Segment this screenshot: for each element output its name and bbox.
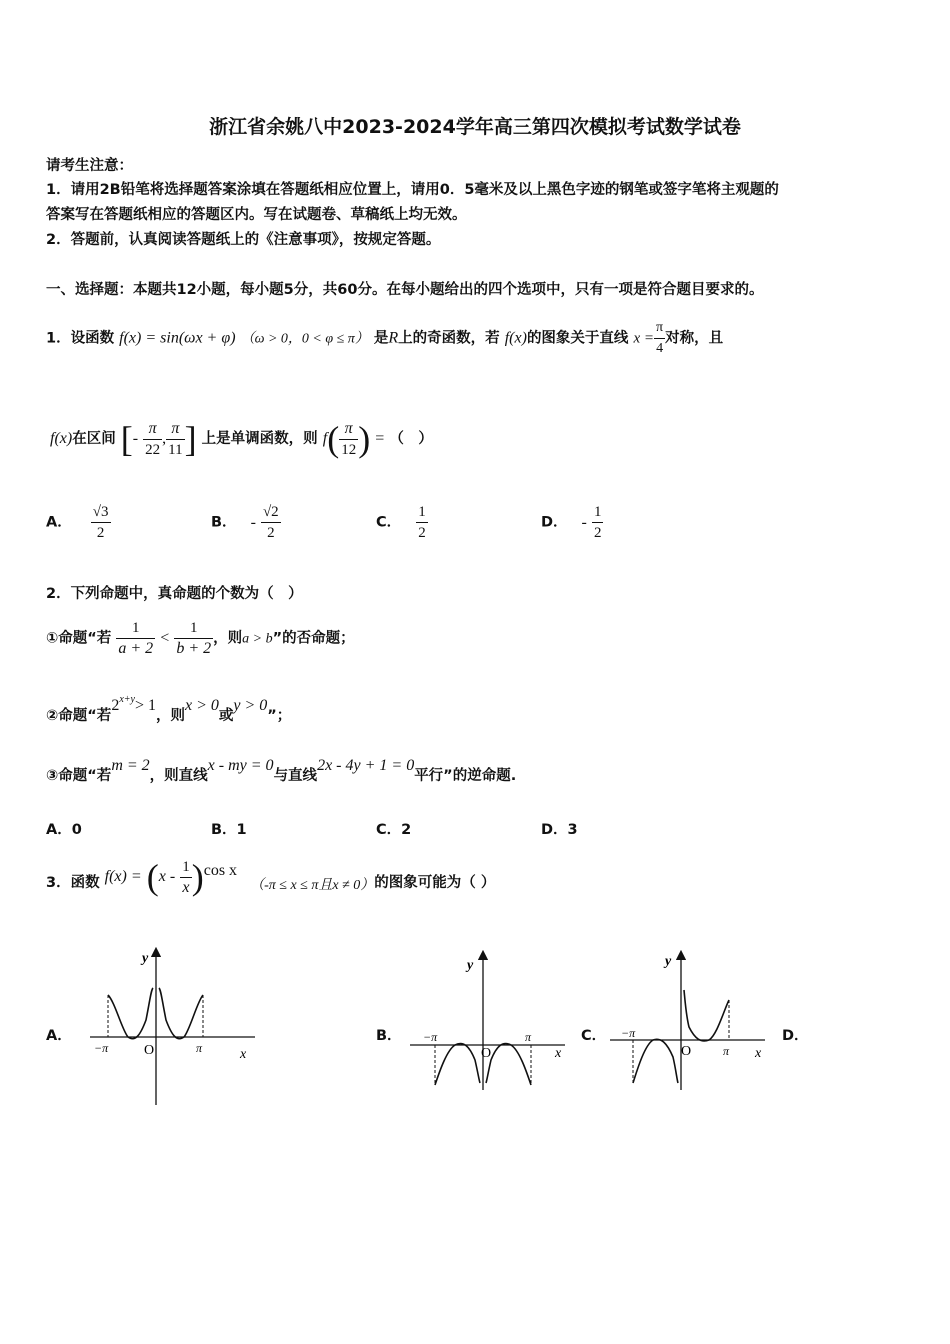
q1-interval-left: $\frac{\pi}{22}$ [145,419,161,458]
q1-function: f(x) = sin(ωx + φ) [119,329,236,347]
q3-option-b-label[interactable]: B． [376,1028,402,1044]
svg-text:π: π [525,1030,532,1044]
q2-option-b[interactable]: B．1 [211,822,247,838]
q2-proposition-3: ③命题“若m = 2，则直线x - my = 0与直线2x - 4y + 1 = 0平行”的逆命题. [46,757,517,784]
q1-fx: f(x) [504,329,527,347]
q1-number: 1．设函数 [46,330,115,347]
curve-left [108,988,153,1039]
q1-text-4: 对称，且 [665,330,724,347]
q2-option-c[interactable]: C．2 [376,822,412,838]
q1-r: R [388,329,399,347]
svg-text:−π: −π [423,1030,438,1044]
svg-text:x: x [755,1046,762,1061]
pi-label: π [196,1041,203,1055]
q1-pi-over-4: $\frac{\pi}{4}$ [656,320,664,356]
question-1-line-2: f(x)在区间 [- $\frac{\pi}{22}$ , $\frac{\pi}{11}$ ] 上是单调函数，则 f( $\frac{\pi}{12}$ ) = （ ） [50,419,433,459]
question-1-line-1 [46,318,723,359]
q1-condition: （ω > 0，0 < φ ≤ π） [240,331,369,347]
q1-text-5: 在区间 [72,431,116,447]
q1-text-3: 的图象关于直线 [526,330,629,347]
q2-proposition-2: ②命题“若$2^{x+y}> 1$，则x > 0或y > 0”； [46,694,292,724]
svg-text:−π: −π [621,1026,636,1040]
q1-text-6: 上是单调函数，则 [201,431,318,447]
q1-option-d[interactable]: D． - $\frac{1}{2}$ [541,504,602,541]
q1-argument: $\frac{\pi}{12}$ [341,419,357,458]
y-label: y [142,951,149,966]
q2-stem: 2．下列命题中，真命题的个数为（ ） [46,586,303,602]
q1-option-a[interactable]: A． $\frac{√3}{2}$ [46,504,109,541]
section-heading: 一、选择题：本题共12小题，每小题5分，共60分。在每小题给出的四个选项中，只有一项是符合题目要求的。 [46,282,764,298]
page-title: 浙江省余姚八中2023-2024学年高三第四次模拟考试数学试卷 [209,116,741,138]
svg-text:O: O [681,1044,692,1059]
q3-option-a-label[interactable]: A． [46,1028,72,1044]
neg-pi-label: −π [94,1041,109,1055]
notice-heading: 请考生注意： [46,158,133,174]
notice-line-2: 答案写在答题纸相应的答题区内。写在试题卷、草稿纸上均无效。 [46,207,467,223]
notice-line-1: 1．请用2B铅笔将选择题答案涂填在答题纸相应位置上，请用0．5毫米及以上黑色字迹的钢笔或签字笔将主观题的 [46,182,779,198]
q1-x-eq: x = [633,330,655,347]
q1-paren: （ ） [389,431,433,447]
svg-text:O: O [481,1046,492,1061]
q1-option-b[interactable]: B． - $\frac{√2}{2}$ [211,504,279,541]
q1-f-label: f [322,430,328,447]
origin-label: O [144,1043,155,1058]
curve-right [159,988,203,1039]
q1-text-1: 是 [373,330,389,347]
x-label: x [240,1047,247,1062]
q3-graph-b[interactable] [405,945,575,1095]
q3-option-d-label[interactable]: D． [782,1028,809,1044]
q3-graph-a[interactable] [80,940,260,1110]
q1-fx-2: f(x) [50,430,73,447]
q3-option-c-label[interactable]: C． [581,1028,607,1044]
q2-option-a[interactable]: A．0 [46,822,82,838]
q3-graph-c[interactable] [605,945,775,1095]
svg-text:π: π [723,1044,730,1058]
notice-line-3: 2．答题前，认真阅读答题纸上的《注意事项》，按规定答题。 [46,232,441,248]
q3-stem: 3．函数 f(x) = (x - $\frac{1}{x}$ )cos x （-π ≤ x ≤ π且x ≠ 0）的图象可能为（ ） [46,857,496,897]
q1-text-2: 上的奇函数，若 [398,330,500,347]
svg-text:y: y [665,954,672,969]
svg-text:y: y [467,958,474,973]
q2-proposition-1: ①命题“若 $\frac{1}{a + 2}$ < $\frac{1}{b + 2}$ ，则a > b”的否命题； [46,620,355,657]
q1-option-c[interactable]: C． $\frac{1}{2}$ [376,504,426,541]
q1-interval-right: $\frac{\pi}{11}$ [168,419,183,458]
q2-option-d[interactable]: D．3 [541,822,578,838]
svg-text:x: x [555,1046,562,1061]
